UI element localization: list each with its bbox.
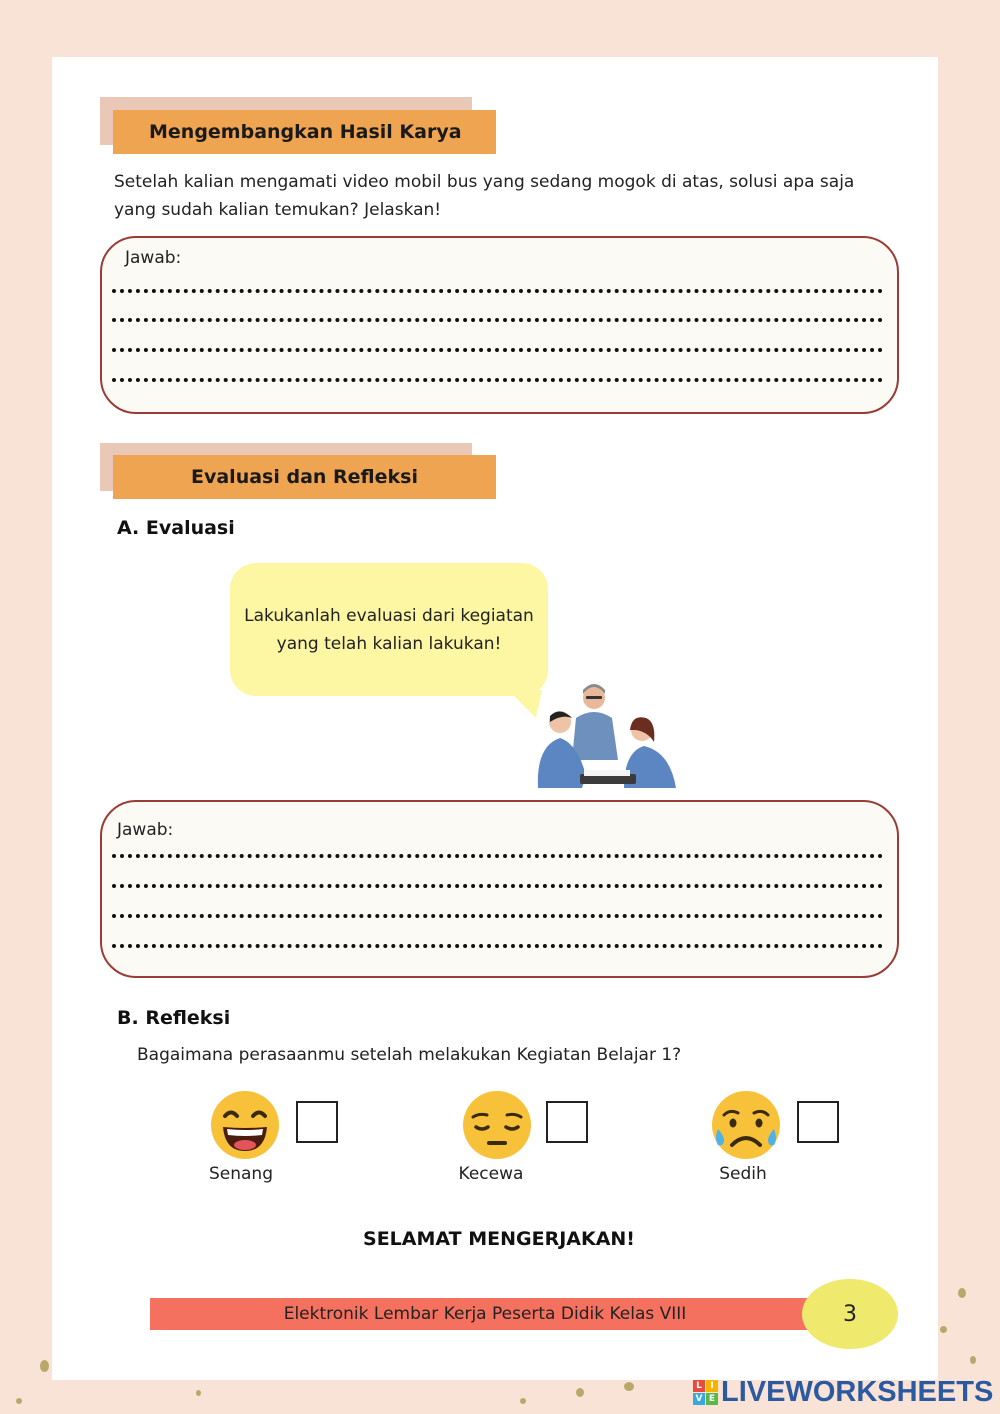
checkbox-kecewa[interactable] — [546, 1101, 588, 1143]
bubble-line-2: yang telah kalian lakukan! — [276, 633, 502, 654]
answer-line[interactable] — [112, 289, 883, 293]
answer-line[interactable] — [112, 348, 883, 352]
decor-speck — [576, 1388, 584, 1397]
answer-line[interactable] — [112, 854, 883, 858]
feeling-label-sedih: Sedih — [719, 1164, 767, 1184]
liveworksheets-watermark — [693, 1376, 993, 1408]
section-heading-evaluasi: Evaluasi dan Refleksi — [113, 455, 496, 499]
liveworksheets-logo-icon: L I V E — [693, 1380, 718, 1405]
page-number: 3 — [843, 1301, 857, 1327]
decor-speck — [940, 1326, 947, 1333]
decor-speck — [520, 1398, 526, 1404]
happy-face-icon — [209, 1089, 281, 1161]
bubble-line-1: Lakukanlah evaluasi dari kegiatan — [244, 605, 534, 626]
decor-speck — [196, 1390, 201, 1396]
answer-line[interactable] — [112, 914, 883, 918]
students-illustration-icon — [532, 676, 680, 790]
answer-line[interactable] — [112, 378, 883, 382]
closing-message: SELAMAT MENGERJAKAN! — [363, 1228, 635, 1250]
footer-bar — [150, 1298, 820, 1330]
answer-line[interactable] — [112, 944, 883, 948]
page-number-badge — [802, 1279, 898, 1349]
decor-speck — [970, 1356, 976, 1364]
refleksi-question: Bagaimana perasaanmu setelah melakukan Kegiatan Belajar 1? — [137, 1045, 682, 1065]
checkbox-sedih[interactable] — [797, 1101, 839, 1143]
decor-speck — [16, 1398, 22, 1404]
answer-box-evaluasi[interactable] — [100, 800, 899, 978]
watermark-text: LIVEWORKSHEETS — [721, 1375, 994, 1408]
answer-label: Jawab: — [117, 820, 174, 840]
checkbox-senang[interactable] — [296, 1101, 338, 1143]
question-text — [114, 168, 894, 224]
footer-text: Elektronik Lembar Kerja Peserta Didik Kelas VIII — [283, 1304, 687, 1324]
refleksi-title: B. Refleksi — [117, 1007, 231, 1029]
decor-speck — [958, 1288, 966, 1298]
feeling-label-kecewa: Kecewa — [458, 1164, 524, 1184]
decor-speck — [40, 1360, 49, 1372]
question-line-2: yang sudah kalian temukan? Jelaskan! — [114, 200, 442, 220]
feeling-label-senang: Senang — [208, 1164, 273, 1184]
evaluasi-title: A. Evaluasi — [117, 517, 235, 539]
section-heading-hasil-karya: Mengembangkan Hasil Karya — [113, 110, 496, 154]
answer-label: Jawab: — [125, 248, 182, 268]
speech-bubble — [230, 563, 548, 696]
answer-line[interactable] — [112, 884, 883, 888]
disappointed-face-icon — [461, 1089, 533, 1161]
question-line-1: Setelah kalian mengamati video mobil bus yang sedang mogok di atas, solusi apa saja — [114, 172, 855, 192]
decor-speck — [624, 1382, 634, 1391]
crying-face-icon — [710, 1089, 782, 1161]
answer-line[interactable] — [112, 318, 883, 322]
answer-box-hasil-karya[interactable] — [100, 236, 899, 414]
